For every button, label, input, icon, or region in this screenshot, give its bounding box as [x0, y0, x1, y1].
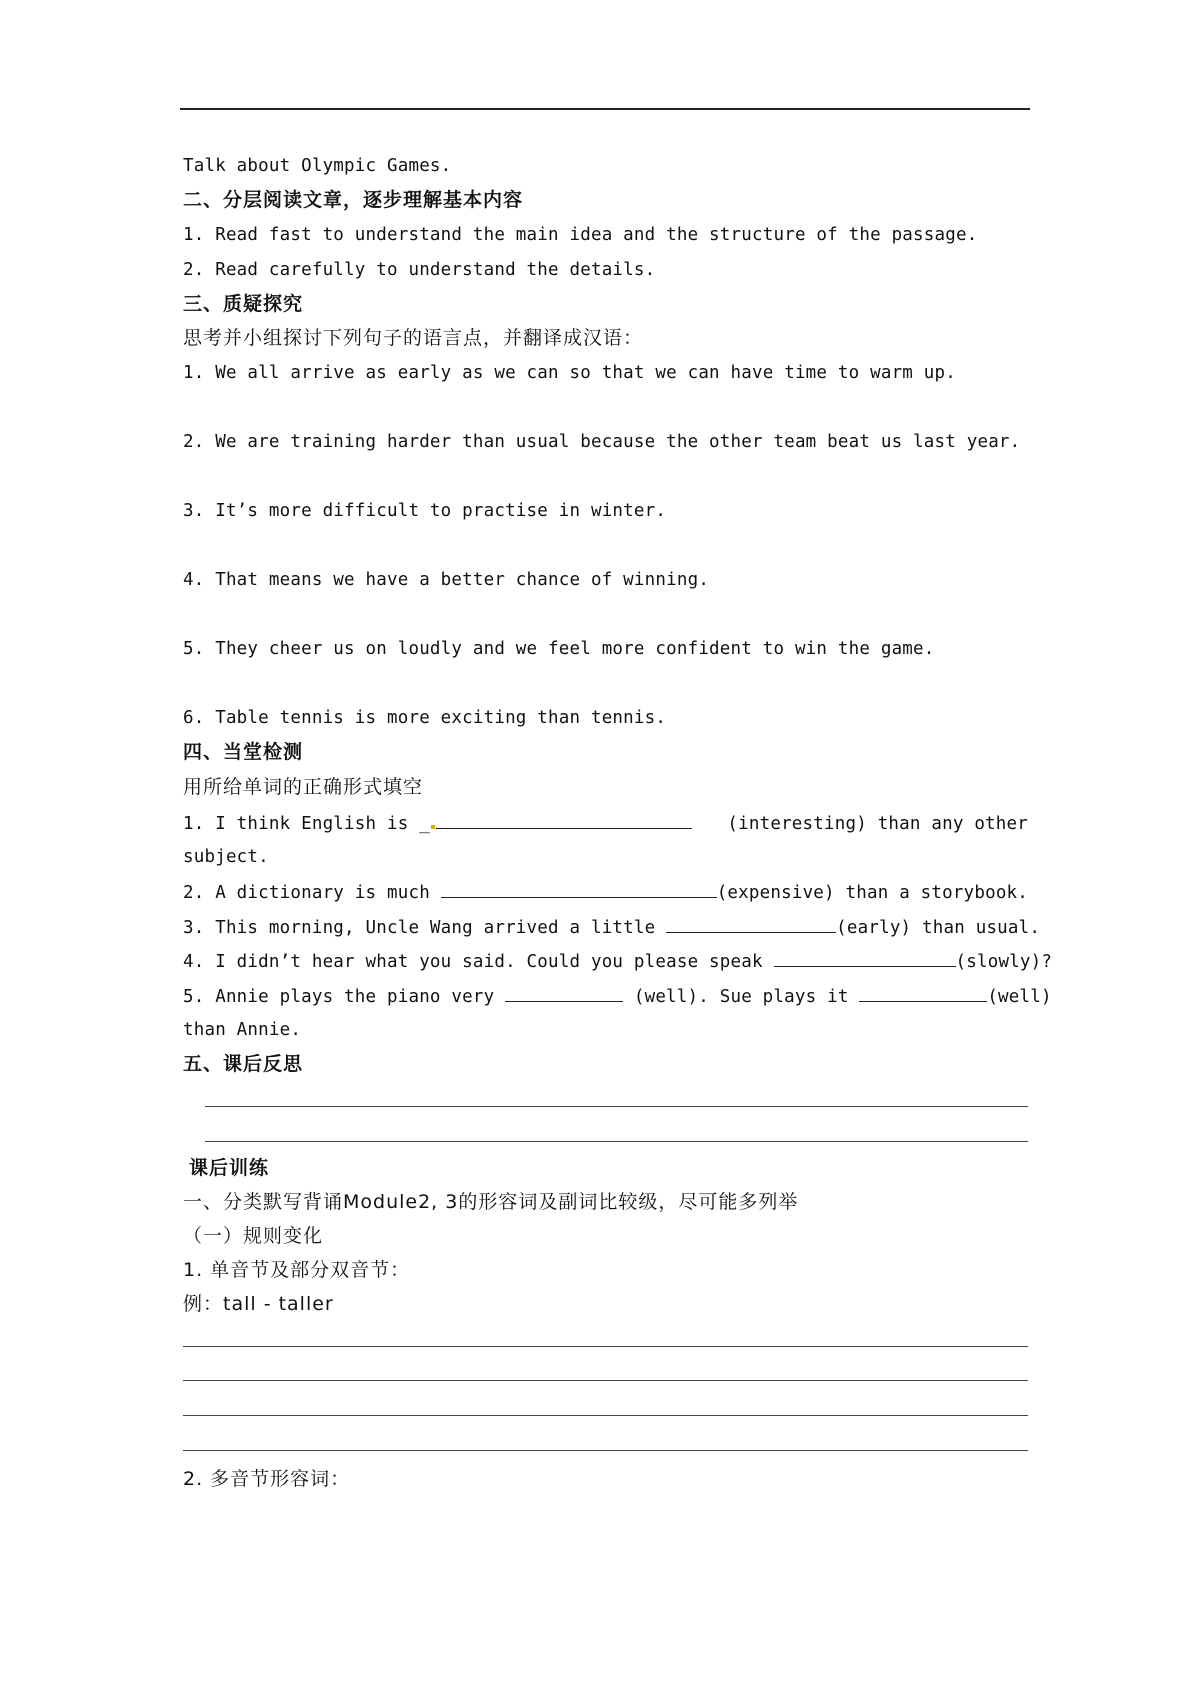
- section2-item-2: 2. Read carefully to understand the details.: [183, 260, 656, 280]
- section2-heading: [183, 188, 1028, 212]
- answer-line-2[interactable]: [183, 1380, 1028, 1381]
- answer-line-1[interactable]: [183, 1346, 1028, 1347]
- q4-prompt: [183, 948, 956, 974]
- homework-subheading: （一）规则变化: [183, 1225, 324, 1247]
- section2-item-1: 1. Read fast to understand the main idea and the structure of the passage.: [183, 225, 978, 245]
- q1-prompt: [183, 810, 692, 836]
- q4-blank[interactable]: [774, 948, 956, 967]
- section3-heading: 三、质疑探究: [183, 293, 304, 315]
- q5-prompt: [183, 983, 987, 1009]
- reflection-line-1[interactable]: [205, 1106, 1028, 1107]
- section5-heading: 五、课后反思: [183, 1053, 304, 1075]
- homework-heading: 课后训练: [189, 1157, 270, 1179]
- homework-item-1: 1. 单音节及部分双音节：: [183, 1259, 411, 1281]
- section3-instruction: 思考并小组探讨下列句子的语言点，并翻译成汉语：: [183, 327, 644, 349]
- sentence-4: 4. That means we have a better chance of winning.: [183, 570, 710, 590]
- q2-prompt-text: 2. A dictionary is much: [183, 883, 430, 903]
- q5-middle-text: (well). Sue plays it: [633, 987, 849, 1007]
- answer-line-3[interactable]: [183, 1415, 1028, 1416]
- reflection-line-2[interactable]: [205, 1141, 1028, 1142]
- sentence-2: 2. We are training harder than usual because the other team beat us last year.: [183, 432, 1021, 452]
- homework-item-2: 2. 多音节形容词：: [183, 1468, 351, 1490]
- section4-instruction: 用所给单词的正确形式填空: [183, 776, 424, 798]
- q4-hint: (slowly)?: [955, 952, 1053, 972]
- sentence-1: 1. We all arrive as early as we can so that we can have time to warm up.: [183, 363, 956, 383]
- fill-question-1: [183, 810, 1028, 836]
- sentence-6: 6. Table tennis is more exciting than tennis.: [183, 708, 667, 728]
- q5-hint: (well): [987, 987, 1052, 1007]
- q1-prompt-text: 1. I think English is _: [183, 814, 430, 834]
- q5-blank-2[interactable]: [859, 983, 987, 1002]
- homework-example: 例：tall - taller: [183, 1293, 334, 1315]
- q5-prompt-text: 5. Annie plays the piano very: [183, 987, 495, 1007]
- q2-hint: (expensive) than a storybook.: [716, 883, 1029, 903]
- answer-line-4[interactable]: [183, 1450, 1028, 1451]
- sentence-3: 3. It’s more difficult to practise in winter.: [183, 501, 667, 521]
- section4-heading: 四、当堂检测: [183, 741, 304, 763]
- homework-task-1: 一、分类默写背诵Module2, 3的形容词及副词比较级，尽可能多列举: [183, 1191, 799, 1213]
- q1-blank[interactable]: [436, 810, 692, 829]
- q1-continuation: subject.: [183, 847, 269, 867]
- fill-question-4: [183, 948, 1053, 974]
- fill-question-2: [183, 879, 1028, 905]
- q3-hint: (early) than usual.: [836, 918, 1041, 938]
- fill-question-5: [183, 983, 1052, 1009]
- q2-blank[interactable]: [441, 879, 717, 898]
- intro-line: Talk about Olympic Games.: [183, 156, 452, 176]
- q3-prompt-text: 3. This morning, Uncle Wang arrived a little: [183, 918, 656, 938]
- q2-prompt: [183, 879, 717, 905]
- fill-question-3: [183, 914, 1041, 940]
- q5-continuation: than Annie.: [183, 1020, 302, 1040]
- q5-blank-1[interactable]: [505, 983, 623, 1002]
- q3-blank[interactable]: [666, 914, 836, 933]
- header-rule: [180, 108, 1030, 110]
- q3-prompt: [183, 914, 836, 940]
- q1-hint: (interesting) than any other: [727, 814, 1028, 834]
- highlight-mark: [431, 825, 435, 829]
- section2-heading-text: 二、分层阅读文章，逐步理解基本内容: [183, 189, 524, 211]
- q4-prompt-text: 4. I didn’t hear what you said. Could you please speak: [183, 952, 763, 972]
- sentence-5: 5. They cheer us on loudly and we feel more confident to win the game.: [183, 639, 935, 659]
